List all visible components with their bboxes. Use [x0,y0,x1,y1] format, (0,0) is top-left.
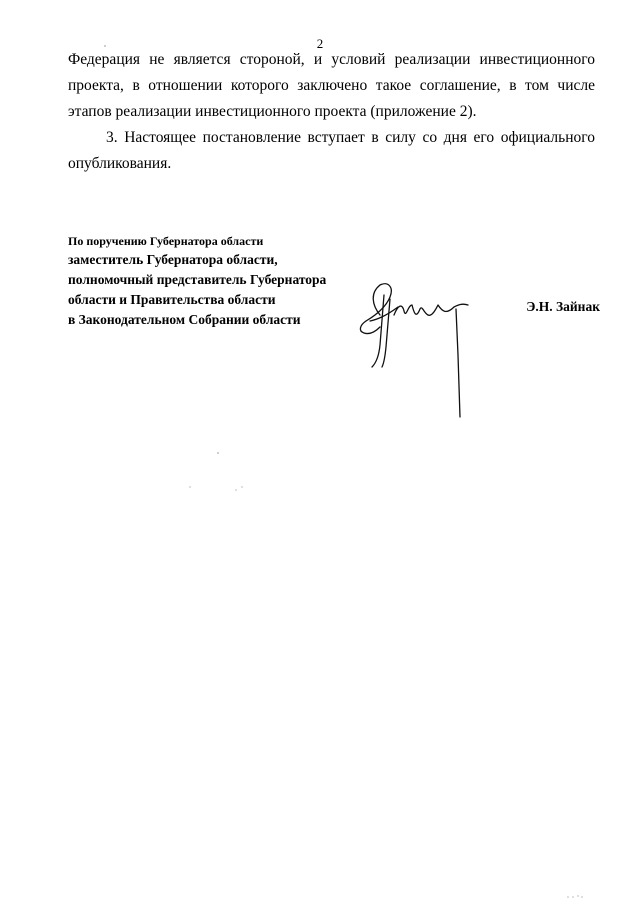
signature-line-5: в Законодательном Собрании области [68,312,301,327]
signature-line-1: По поручению Губернатора области [68,234,264,248]
signature-block [68,232,368,330]
handwritten-signature [350,275,480,425]
signer-name: Э.Н. Зайнак [526,299,600,314]
paragraph-continuation: Федерация не является стороной, и условий реализации инвестиционного проекта, в отношении которого заключено такое соглашение, в том числе этапов реализации инвестиционного проекта (приложение 2). [68,51,595,120]
signature-line-3: полномочный представитель Губернатора [68,272,327,287]
paragraph-effective-date: 3. Настоящее постановление вступает в силу со дня его официального опубликования. [68,129,595,172]
document-body [68,47,595,177]
page-number: 2 [316,36,324,51]
signature-line-2: заместитель Губернатора области, [68,252,278,267]
signature-line-4: области и Правительства области [68,292,276,307]
